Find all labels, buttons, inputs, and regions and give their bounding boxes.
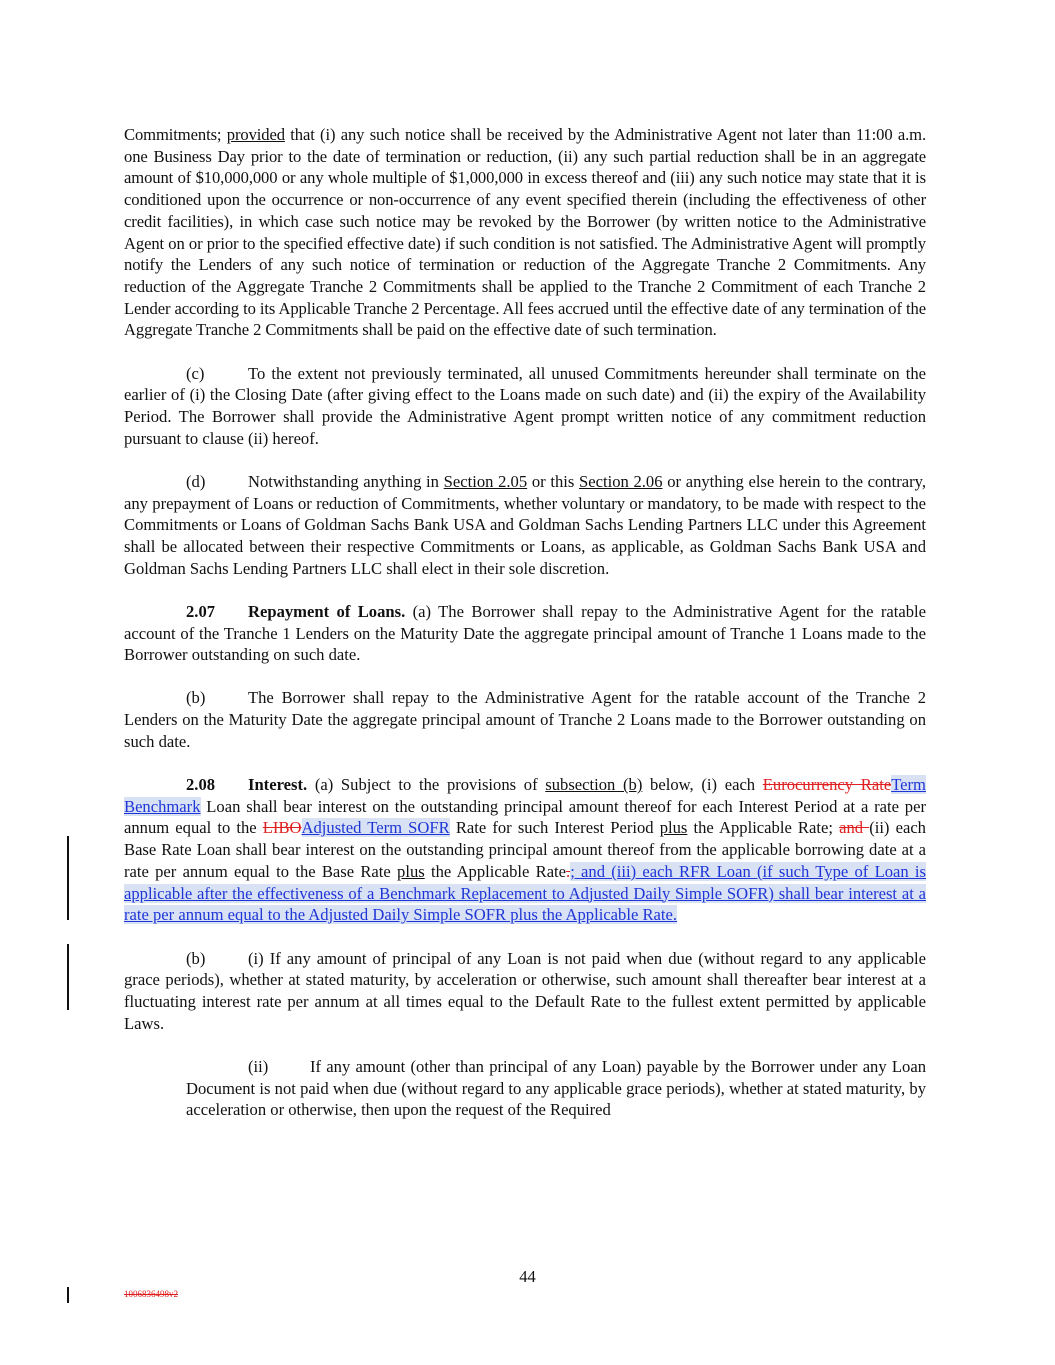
deleted-text: LIBO <box>262 818 302 838</box>
deleted-text: . <box>566 861 571 881</box>
document-id: 1006836498v2 <box>124 1289 178 1299</box>
text: or this <box>527 471 580 491</box>
change-bar <box>67 836 69 920</box>
inserted-text: ; and (iii) each RFR Loan (if such Type of Loan is applicable after the effectiveness of a Benchmark Replacement to Adjusted Daily Simple SOFR) shall bear interest at a rate per annum equal to the Adjusted Daily Simple SOFR plus the Applicable Rate. <box>124 861 926 925</box>
section-2-07 <box>124 601 926 666</box>
change-bar <box>67 944 69 1010</box>
inserted-text: Term Benchmark <box>124 775 926 816</box>
change-bar <box>67 1287 69 1303</box>
sub-clause-label: (i) <box>248 948 264 968</box>
section-reference: Section 2.06 <box>579 471 663 491</box>
text: Notwithstanding anything in <box>248 471 444 491</box>
section-reference: Section 2.05 <box>443 471 528 491</box>
underlined-term: plus <box>659 818 688 838</box>
paragraph-c <box>124 363 926 450</box>
text: or anything else herein to the contrary, any prepayment of Loans or reduction of Commitments, whether voluntary or mandatory, to be made with respect to the Commitments or Loans of Goldman Sachs Bank USA and Goldman Sachs Lending Partners LLC under this Agreement shall be allocated between their respective Commitments or Loans, as applicable, as Goldman Sachs Bank USA and Goldman Sachs Lending Partners LLC shall elect in their sole discretion. <box>124 471 926 578</box>
section-2-08 <box>124 774 926 926</box>
underlined-term: plus <box>397 861 425 881</box>
text: (ii) each Base Rate Loan shall bear interest on the outstanding principal amount thereof from the applicable borrowing date at a rate per annum equal to the Base Rate <box>124 818 926 881</box>
section-number: 2.08 <box>186 775 216 795</box>
text: If any amount of principal of any Loan is not paid when due (without regard to any applicable grace periods), whether at stated maturity, by acceleration or otherwise, such amount shall thereafter bear interest at a fluctuating interest rate per annum at all times equal to the Default Rate to the fullest extent permitted by applicable Laws. <box>124 948 926 1033</box>
text: Loan shall bear interest on the outstanding principal amount thereof for each Interest Period at a rate per annum equal to the <box>124 796 926 838</box>
text: the Applicable Rate; <box>687 818 840 838</box>
text: Commitments; <box>124 125 227 144</box>
paragraph-2-07-b <box>124 687 926 752</box>
deleted-text: and <box>839 818 870 838</box>
text: Rate for such Interest Period <box>449 818 660 838</box>
paragraph-2-08-b <box>124 948 926 1035</box>
clause-label: (b) <box>186 688 206 708</box>
text: (a) Subject to the provisions of <box>307 775 546 795</box>
document-body <box>124 124 926 1121</box>
text: The Borrower shall repay to the Administrative Agent for the ratable account of the Tranche 2 Lenders on the Maturity Date the aggregate principal amount of Tranche 2 Loans made to the Borrower outstanding on such date. <box>124 688 926 751</box>
text: the Applicable Rate <box>424 861 567 881</box>
section-heading: Interest. <box>248 775 308 795</box>
paragraph-2-08-b-ii <box>186 1056 926 1121</box>
clause-label: (c) <box>186 363 205 383</box>
section-number: 2.07 <box>186 601 216 621</box>
subsection-reference: subsection (b) <box>545 775 643 795</box>
clause-label: (b) <box>186 948 206 968</box>
text: (a) The Borrower shall repay to the Administrative Agent for the ratable account of the Tranche 1 Lenders on the Maturity Date the aggregate principal amount of Tranche 1 Loans made to the Borrower outstanding on such date. <box>124 601 926 665</box>
inserted-text: Adjusted Term SOFR <box>301 818 450 838</box>
section-heading: Repayment of Loans. <box>248 601 406 621</box>
page-number: 44 <box>519 1267 536 1286</box>
clause-label: (ii) <box>248 1056 269 1076</box>
underlined-term: provided <box>226 125 285 144</box>
deleted-text: Eurocurrency Rate <box>762 775 892 795</box>
text: that (i) any such notice shall be received by the Administrative Agent not later than 11:00 a.m. one Business Day prior to the date of termination or reduction, (ii) any such partial reduction shall be in an aggregate amount of $10,000,000 or any whole multiple of $1,000,000 in excess thereof and (iii) any such notice may state that it is conditioned upon the occurrence or non-occurrence of any event specified therein (including the effectiveness of other credit facilities), in which case such notice may be revoked by the Borrower (by written notice to the Administrative Agent on or prior to the specified effective date) if such condition is not satisfied. The Administrative Agent will promptly notify the Lenders of any such notice of termination or reduction of the Aggregate Tranche 2 Commitments. Any reduction of the Aggregate Tranche 2 Commitments shall be applied to the Tranche 2 Commitment of each Tranche 2 Lender according to its Applicable Tranche 2 Percentage. All fees accrued until the effective date of any termination of the Aggregate Tranche 2 Commitments shall be paid on the effective date of such termination. <box>124 125 926 340</box>
clause-label: (d) <box>186 471 206 491</box>
paragraph-d <box>124 471 926 580</box>
text: To the extent not previously terminated, all unused Commitments hereunder shall terminate on the earlier of (i) the Closing Date (after giving effect to the Loans made on such date) and (ii) the expiry of the Availability Period. The Borrower shall provide the Administrative Agent prompt written notice of any commitment reduction pursuant to clause (ii) hereof. <box>124 363 926 448</box>
text: below, (i) each <box>642 775 763 795</box>
paragraph-commitments <box>124 124 926 341</box>
text: If any amount (other than principal of any Loan) payable by the Borrower under any Loan Document is not paid when due (without regard to any applicable grace periods), whether at stated maturity, by acceleration or otherwise, then upon the request of the Required <box>186 1056 926 1120</box>
